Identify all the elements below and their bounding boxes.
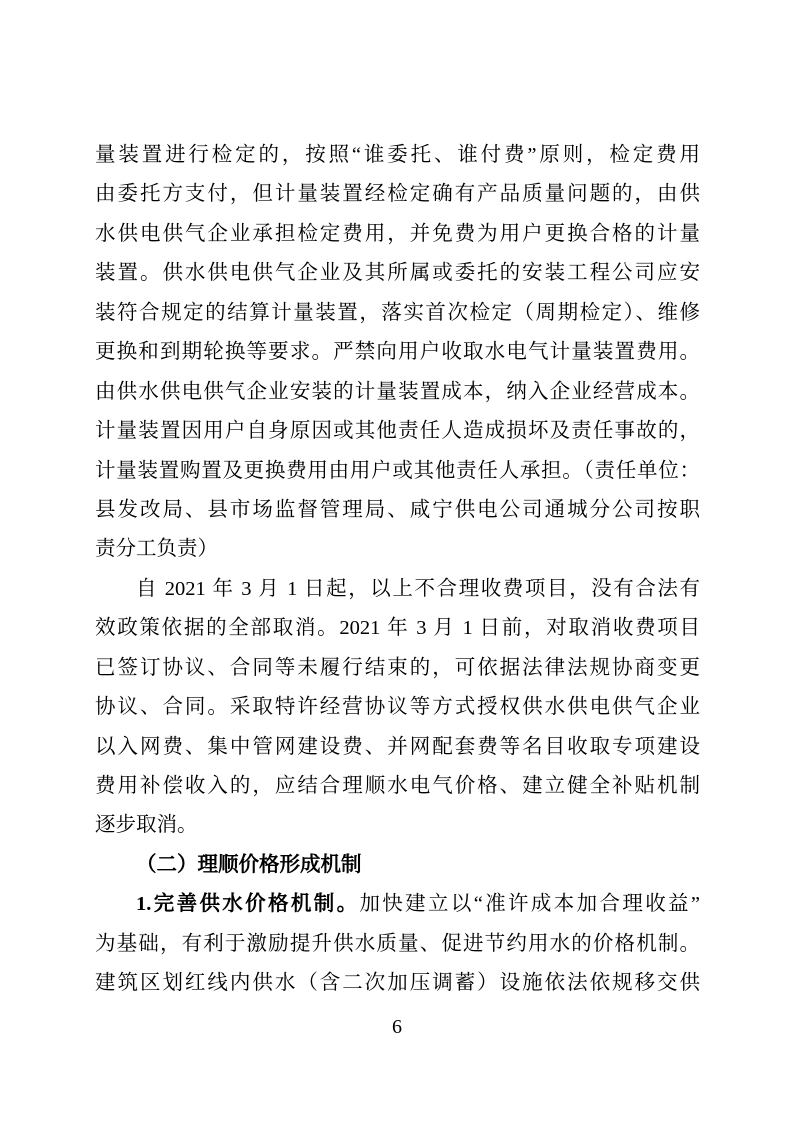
text-line	[95, 333, 700, 372]
text-line	[95, 412, 700, 451]
text-segment: 由委托方支付，但计量装置经检定确有产品质量问题的，由供	[95, 183, 700, 206]
text-line	[95, 373, 700, 412]
page-number: 6	[392, 1016, 402, 1038]
text-segment: 加快建立以“准许成本加合理收益”	[359, 893, 701, 916]
text-line	[95, 175, 700, 214]
text-segment: 更换和到期轮换等要求。严禁向用户收取水电气计量装置费用。	[95, 341, 700, 364]
text-line	[95, 609, 700, 648]
text-segment: 建筑区划红线内供水（含二次加压调蓄）设施依法依规移交供	[95, 972, 700, 995]
text-line	[95, 925, 700, 964]
text-segment: 装符合规定的结算计量装置，落实首次检定（周期检定）、维修	[95, 301, 700, 324]
text-line	[95, 649, 700, 688]
text-segment: 责分工负责）	[95, 538, 218, 561]
text-segment: 效政策依据的全部取消。2021 年 3 月 1 日前，对取消收费项目	[95, 617, 700, 640]
text-segment-bold: 1.完善供水价格机制。	[136, 893, 360, 916]
text-segment: 计量装置因用户自身原因或其他责任人造成损坏及责任事故的，	[95, 420, 700, 443]
text-line	[95, 491, 700, 530]
text-segment: 量装置进行检定的，按照“谁委托、谁付费”原则，检定费用	[95, 144, 700, 166]
text-segment: 由供水供电供气企业安装的计量装置成本，纳入企业经营成本。	[95, 380, 700, 403]
text-line	[95, 964, 700, 1003]
text-line	[95, 846, 700, 885]
text-segment: 协议、合同。采取特许经营协议等方式授权供水供电供气企业	[95, 696, 700, 719]
text-segment: 装置。供水供电供气企业及其所属或委托的安装工程公司应安	[95, 262, 700, 285]
text-segment-bold: （二）理顺价格形成机制	[136, 853, 362, 876]
text-line	[95, 452, 700, 491]
text-line	[95, 570, 700, 609]
text-segment: 费用补偿收入的，应结合理顺水电气价格、建立健全补贴机制	[95, 775, 700, 797]
text-segment: 以入网费、集中管网建设费、并网配套费等名目收取专项建设	[95, 735, 700, 758]
text-segment: 为基础，有利于激励提升供水质量、促进节约用水的价格机制。	[95, 932, 700, 955]
text-line	[95, 767, 700, 806]
document-body	[95, 136, 700, 1004]
text-line	[95, 215, 700, 254]
text-segment: 县发改局、县市场监督管理局、咸宁供电公司通城分公司按职	[95, 498, 700, 521]
text-line	[95, 294, 700, 333]
text-line	[95, 136, 700, 175]
text-segment: 逐步取消。	[95, 814, 198, 837]
text-line	[95, 530, 700, 569]
text-line	[95, 885, 700, 924]
text-line	[95, 254, 700, 293]
text-segment: 计量装置购置及更换费用由用户或其他责任人承担。（责任单位：	[95, 459, 700, 482]
text-line	[95, 688, 700, 727]
text-segment: 已签订协议、合同等未履行结束的，可依据法律法规协商变更	[95, 656, 700, 679]
text-segment: 自 2021 年 3 月 1 日起，以上不合理收费项目，没有合法有	[136, 577, 700, 600]
text-line	[95, 728, 700, 767]
text-segment: 水供电供气企业承担检定费用，并免费为用户更换合格的计量	[95, 222, 700, 245]
text-line	[95, 806, 700, 845]
page-footer	[0, 1014, 794, 1040]
